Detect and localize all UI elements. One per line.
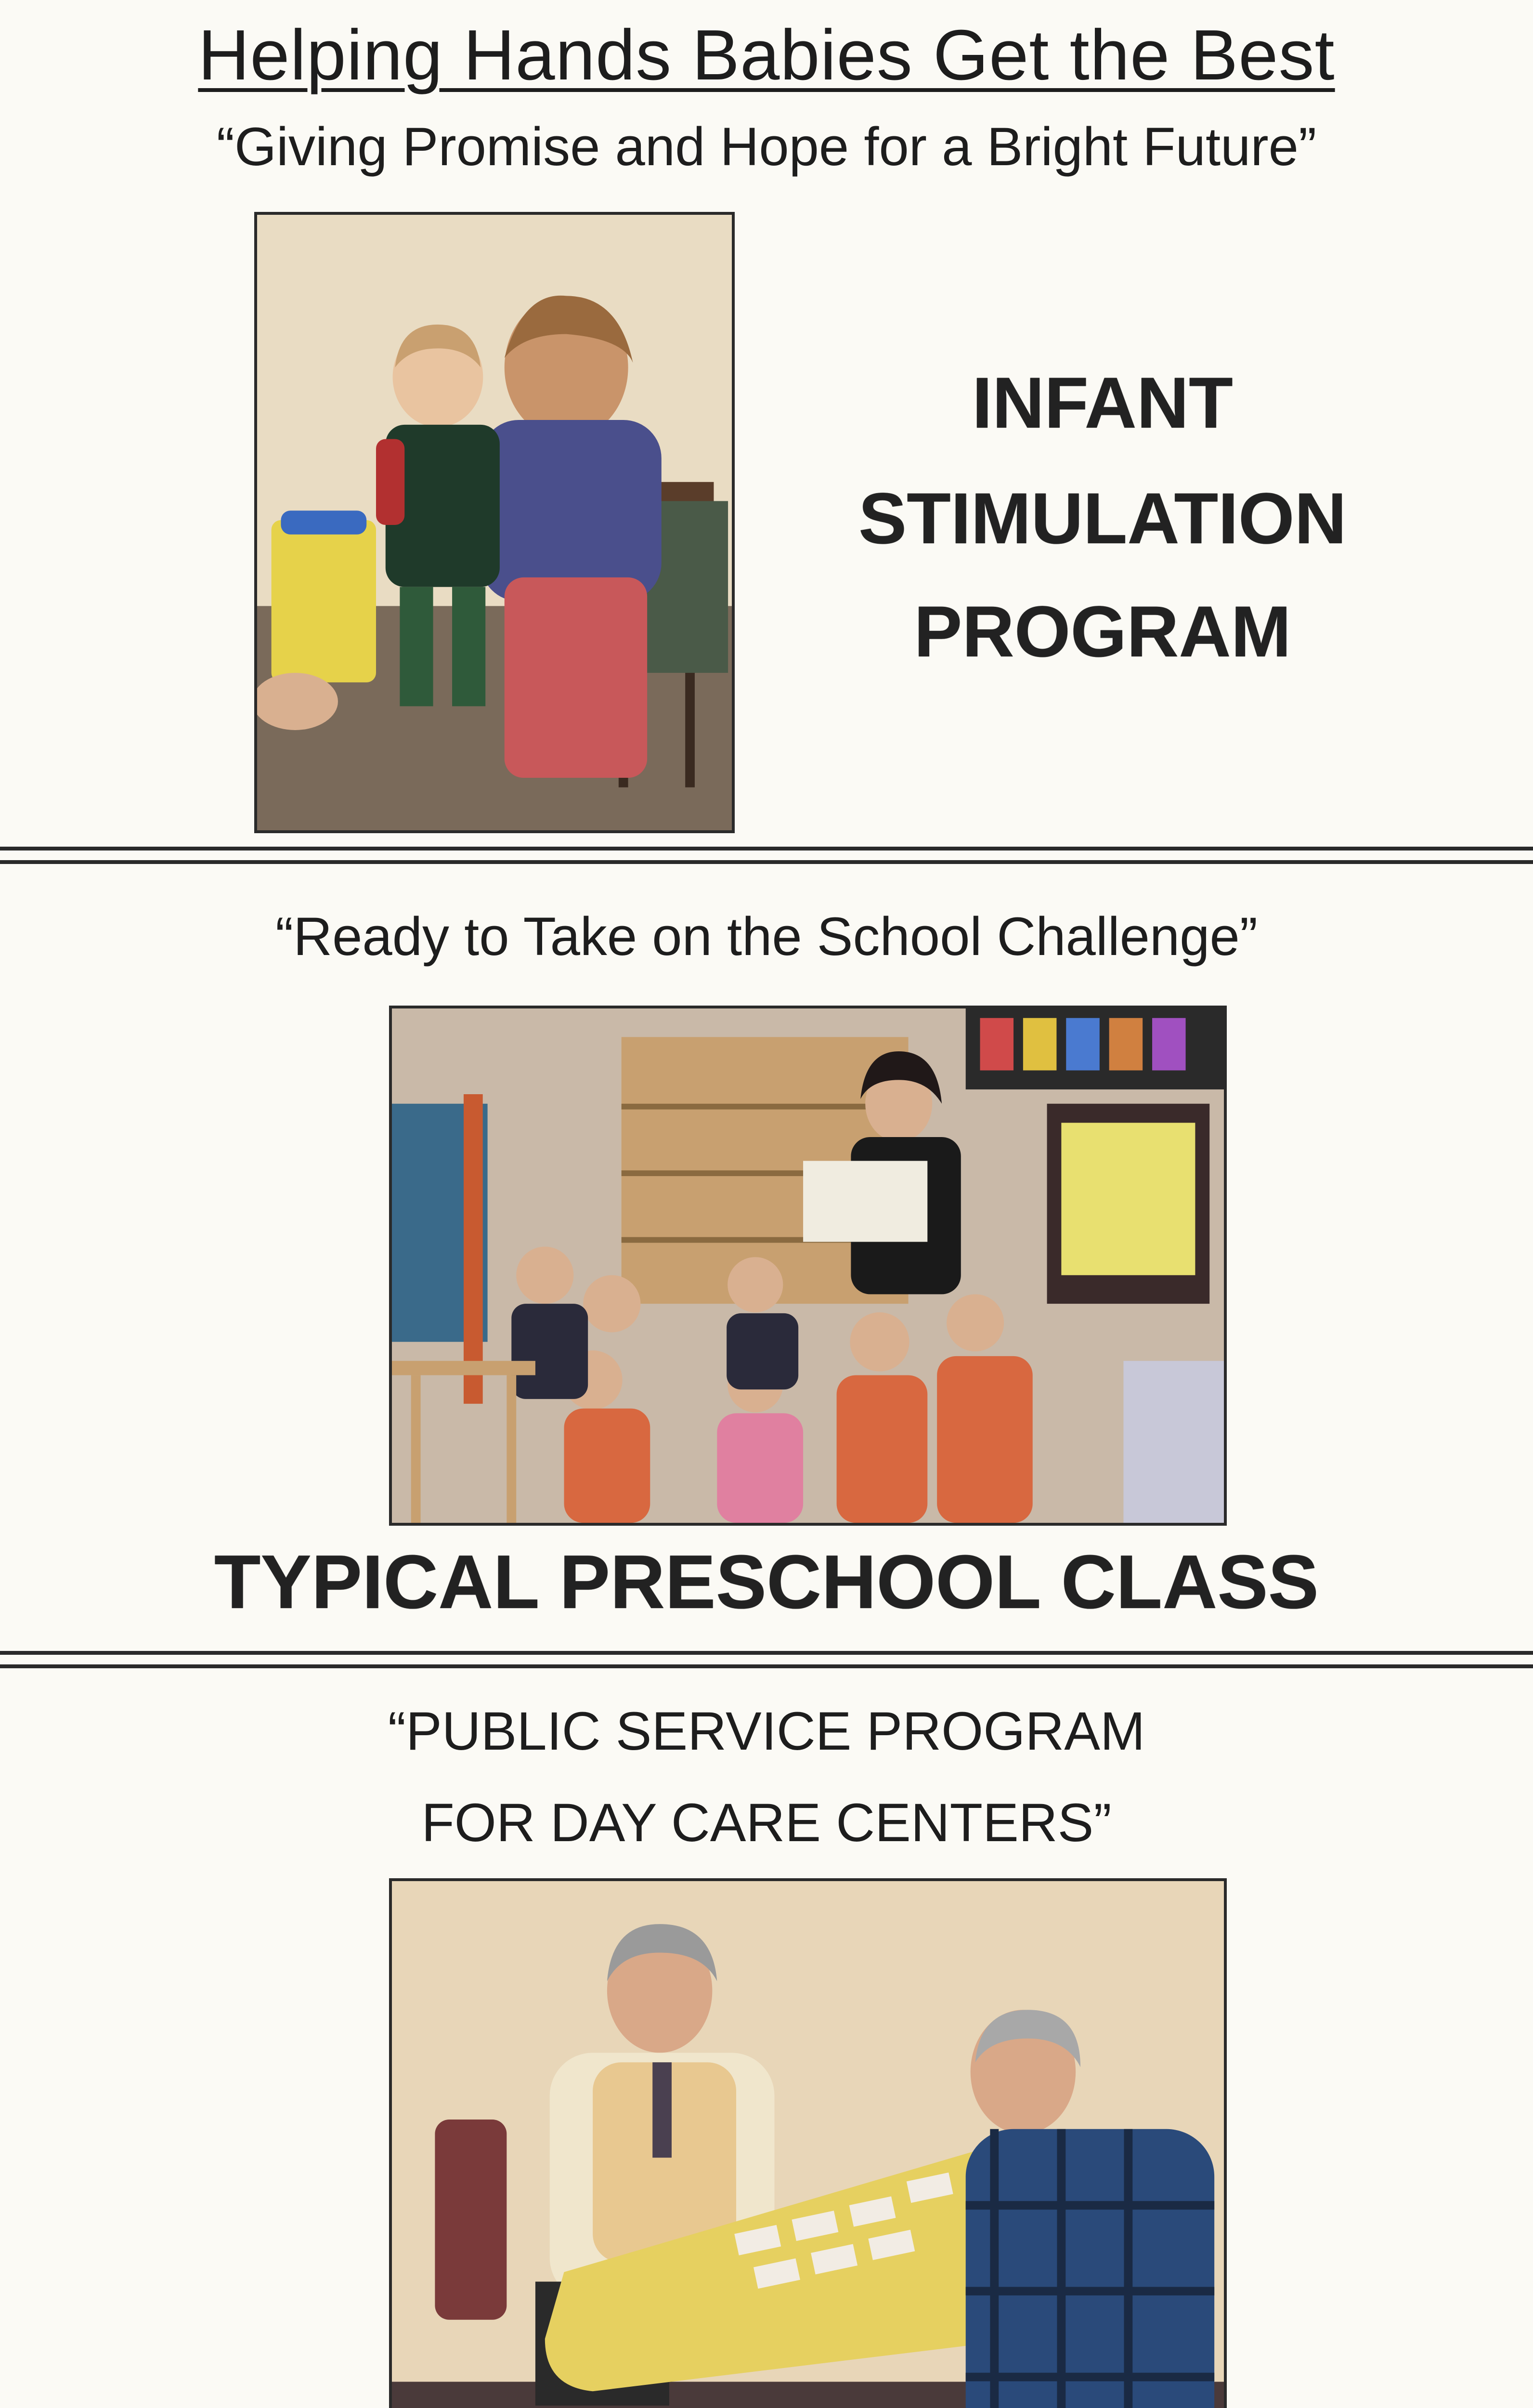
photo-preschool-classroom-icon [392,1008,1224,1523]
section-divider [0,1651,1533,1668]
infant-program-photo [254,212,735,833]
photo-two-men-at-table-icon [392,1881,1224,2408]
infant-heading-line2: STIMULATION [858,478,1347,559]
photo-mother-and-infant-icon [257,215,732,830]
page-title: Helping Hands Babies Get the Best [198,15,1335,95]
daycare-quote-line1: “PUBLIC SERVICE PROGRAM [388,1701,1145,1761]
preschool-heading: TYPICAL PRESCHOOL CLASS [214,1540,1319,1624]
section-divider [0,847,1533,864]
page-subtitle: “Giving Promise and Hope for a Bright Future” [216,117,1317,177]
daycare-quote-line2: FOR DAY CARE CENTERS” [421,1793,1112,1853]
preschool-quote: “Ready to Take on the School Challenge” [275,906,1258,967]
preschool-photo [389,1006,1227,1526]
infant-heading-line3: PROGRAM [914,591,1291,672]
daycare-photo [389,1878,1227,2408]
infant-heading-line1: INFANT [972,362,1233,443]
